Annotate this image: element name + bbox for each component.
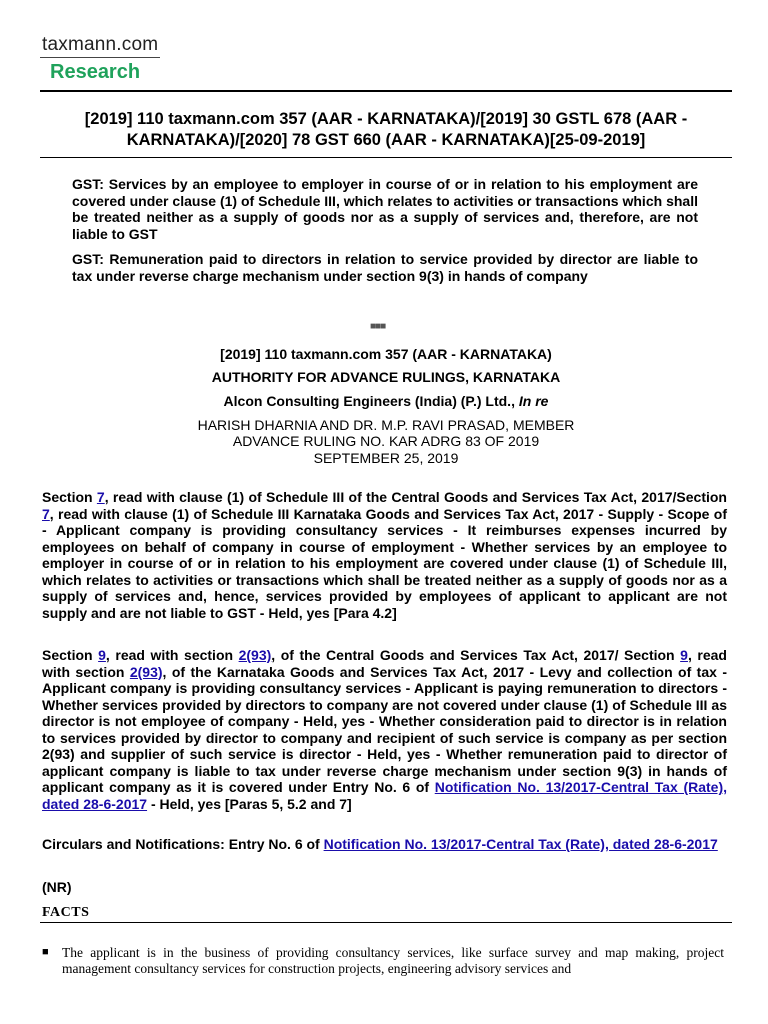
brand-divider [40, 57, 160, 58]
section-2-93-karnataka-link[interactable]: 2(93) [129, 663, 163, 680]
para1-text-1: Section [42, 489, 97, 505]
nr-label: (NR) [42, 879, 72, 895]
para1-text-3: , read with clause (1) of Schedule III Karnataka Goods and Services Tax Act, 2017 - Supply - Scope of - Applicant company is providing consultancy services - It reimburses expenses incurred by employees on behalf of company in course of employment - Whether services by an employee to employer in course of or in relation to his employment are covered under clause (1) of Schedule III, which relates to activities or transactions which shall be treated neither as a supply of goods nor as a supply of services and, hence, services provided by employees of applicant to applicant are not supply and are not liable to GST - Held, yes [Para 4.2] [42, 505, 727, 621]
headnote-1: GST: Services by an employee to employer in course of or in relation to his employment are covered under clause (1) of Schedule III, which relates to activities or transactions which shall be treated neither as a supply of goods nor as a supply of services and, therefore, are not liable to GST [72, 176, 698, 242]
headnote-para-1 [42, 489, 727, 621]
circulars-para [42, 836, 727, 853]
para2-text-6: - Held, yes [Paras 5, 5.2 and 7] [147, 795, 352, 812]
case-authority: AUTHORITY FOR ADVANCE RULINGS, KARNATAKA [211, 369, 561, 385]
case-date: SEPTEMBER 25, 2019 [313, 450, 459, 466]
top-rule [40, 90, 732, 92]
headnote-2: GST: Remuneration paid to directors in relation to service provided by director are liable to tax under reverse charge mechanism under section 9(3) in hands of company [72, 251, 698, 284]
party-name: Alcon Consulting Engineers (India) (P.) Ltd., [223, 393, 515, 409]
facts-rule [40, 922, 732, 923]
brand-site: taxmann.com [42, 34, 159, 55]
para2-text-4: , read with section [42, 647, 727, 680]
facts-bullet: ■ [42, 946, 49, 958]
circulars-notification-link[interactable]: Notification No. 13/2017-Central Tax (Rate), dated 28-6-2017 [323, 836, 718, 852]
section-2-93-link[interactable]: 2(93) [238, 647, 272, 663]
section-9-link[interactable]: 9 [98, 647, 106, 663]
section-9-karnataka-link[interactable]: 9 [680, 647, 688, 663]
para2-text-2: , read with section [105, 647, 239, 663]
section-7-link[interactable]: 7 [96, 489, 105, 505]
circulars-text: Circulars and Notifications: Entry No. 6 of [42, 836, 324, 852]
party-suffix: In re [518, 393, 549, 409]
section-7-karnataka-link[interactable]: 7 [42, 505, 50, 522]
notification-13-2017-link[interactable]: Notification No. 13/2017-Central Tax (Rate), dated 28-6-2017 [42, 779, 728, 812]
para1-text-2: , read with clause (1) of Schedule III of the Central Goods and Services Tax Act, 2017/Section [104, 489, 727, 505]
case-members: HARISH DHARNIA AND DR. M.P. RAVI PRASAD, MEMBER [197, 417, 575, 433]
headnote-para-2 [42, 647, 727, 812]
section-separator: ■■■ [370, 321, 386, 332]
brand-section: Research [50, 61, 141, 83]
citation-rule [40, 157, 732, 158]
facts-text: The applicant is in the business of providing consultancy services, like surface survey and map making, project management consultancy services for construction projects, engineering advisory services and [62, 945, 724, 976]
case-party [40, 393, 732, 410]
para2-text-5: , of the Karnataka Goods and Services Tax Act, 2017 - Levy and collection of tax - Applicant company is providing consultancy services - Applicant is paying remuneration to directors - Whether services provided by directors to company are not covered under clause (1) of Schedule III as director is not employee of company - Held, yes - Whether consideration paid to director is in relation to services provided by director to company and recipient of such service is company as per section 2(93) and supplier of such service is director - Held, yes - Whether remuneration paid to director of applicant company is liable to tax under reverse charge mechanism under section 9(3) in hands of applicant company as it is covered under Entry No. 6 of [42, 663, 727, 795]
para2-text-1: Section [42, 647, 99, 663]
para2-text-3: , of the Central Goods and Services Tax Act, 2017/ Section [271, 647, 681, 663]
facts-heading: FACTS [42, 905, 90, 920]
case-ruling-no: ADVANCE RULING NO. KAR ADRG 83 OF 2019 [232, 433, 540, 449]
document-citation: [2019] 110 taxmann.com 357 (AAR - KARNATAKA)/[2019] 30 GSTL 678 (AAR - KARNATAKA)/[2020] 78 GST 660 (AAR - KARNATAKA)[25-09-2019] [84, 110, 688, 149]
case-citation: [2019] 110 taxmann.com 357 (AAR - KARNATAKA) [220, 346, 552, 362]
